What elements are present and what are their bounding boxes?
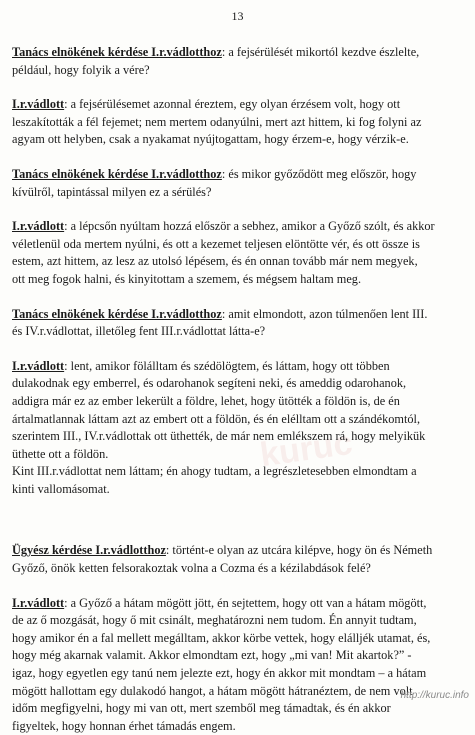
answer-paragraph (12, 218, 475, 288)
answer-paragraph (12, 96, 475, 149)
speaker-label: Ügyész kérdése I.r.vádlotthoz (12, 543, 166, 558)
paragraph-line: agyam ott helyben, csak a nyakamat nyújtogattam, hogy érzem-e, hogy vérzik-e. (12, 132, 409, 147)
paragraph-line: : a Győző a hátam mögött jött, én sejtettem, hogy ott van a hátam mögött, (64, 595, 427, 610)
paragraph-line: de az ő mozgását, hogy ő mit csinált, meghatározni nem tudom. Én annyit tudtam, (12, 613, 417, 628)
background-watermark: kuruc (257, 423, 355, 475)
paragraph-line: például, hogy folyik a vére? (12, 62, 150, 77)
paragraph-line: véletlenül oda mertem nyúlni, és ott a kezemet teljesen elöntötte vér, és ott össze is (12, 236, 420, 251)
question-paragraph (12, 166, 475, 201)
speaker-label: Tanács elnökének kérdése I.r.vádlotthoz (12, 166, 222, 181)
section-gap (12, 498, 475, 542)
speaker-label: Tanács elnökének kérdése I.r.vádlotthoz (12, 45, 222, 59)
paragraph-line: : és mikor győződött meg először, hogy (221, 166, 417, 181)
paragraph-line: kívülről, tapintással milyen ez a sérülés? (12, 184, 212, 199)
paragraph-line: : történt-e olyan az utcára kilépve, hogy ön és Németh (165, 543, 433, 558)
paragraph-line: : a fejsérülésemet azonnal éreztem, egy olyan érzésem volt, hogy ott (64, 97, 401, 112)
paragraph-line: mögött hallottam egy dulakodó hangot, a hátam mögött hátranéztem, de nem volt (12, 683, 413, 698)
paragraph-line: estem, azt hittem, az lesz az utolsó lépésem, és én onnan tovább már nem megyek, (12, 254, 418, 269)
speaker-label: I.r.vádlott (12, 595, 65, 610)
paragraph-line: Győző, önök ketten felsorakoztak volna a Cozma és a kézilabdások felé? (12, 561, 371, 576)
paragraph-line: üthette ott a földön. (12, 446, 109, 461)
paragraph-line: : a lépcsőn nyúltam hozzá először a sebhez, amikor a Győző szólt, és akkor (64, 219, 435, 234)
question-paragraph (12, 306, 475, 341)
paragraph-line: szerintem III., IV.r.vádlottak ott üthették, de már nem emlékszem rá, hogy melyikük (12, 429, 426, 444)
paragraph-line: hogy még akarnak valamit. Akkor elmondtam ezt, hogy „mi van! Mit akartok?” - (12, 648, 412, 663)
paragraph-line: és IV.r.vádlottat, illetőleg fent III.r.vádlottat látta-e? (12, 324, 266, 339)
paragraph-line: hogy amikor én a fal mellett megálltam, akkor körbe vettek, hogy elálljék utamat, és, (12, 630, 431, 645)
speaker-label: I.r.vádlott (12, 219, 65, 234)
paragraph-line: leszakították a fél fejemet; nem mertem odanyúlni, mert azt hittem, ki fog folyni az (12, 114, 422, 129)
speaker-label: I.r.vádlott (12, 97, 65, 112)
paragraph-line: : amit elmondott, azon túlmenően lent III. (221, 306, 428, 321)
speaker-label: Tanács elnökének kérdése I.r.vádlotthoz (12, 306, 222, 321)
paragraph-line: ott meg fogok halni, és kinyitottam a szemem, és mégsem haltam meg. (12, 271, 362, 286)
paragraph-line: addigra már ez az ember lekerült a földre, lehet, hogy ütötték a földön is, de én (12, 393, 400, 408)
watermark-url: http://kuruc.info (400, 690, 469, 701)
paragraph-line: dulakodnak egy emberrel, és odarohanok segíteni neki, és ameddig odarohanok, (12, 376, 407, 391)
paragraph-line: figyeltek, hogy honnan érhet támadás engem. (12, 718, 236, 733)
paragraph-line: igaz, hogy egyetlen egy tanú nem jelezte ezt, hogy én akkor mit mondtam – a hátam (12, 666, 427, 681)
paragraph-line: időm megfigyelni, hogy mi van ott, mert szemből meg támadtak, és én akkor (12, 701, 391, 716)
document-body (12, 44, 475, 735)
paragraph-line: : a fejsérülését mikortól kezdve észlelte, (221, 45, 420, 59)
speaker-label: I.r.vádlott (12, 358, 65, 373)
question-paragraph (12, 542, 475, 577)
page-number: 13 (231, 9, 244, 23)
paragraph-line: kinti vallomásomat. (12, 481, 110, 496)
paragraph-line: Kint III.r.vádlottat nem láttam; én ahogy tudtam, a legrészletesebben elmondtam a (12, 464, 417, 479)
paragraph-line: : lent, amikor fölálltam és szédölögtem, és láttam, hogy ott többen (64, 358, 390, 373)
answer-paragraph (12, 595, 475, 735)
question-paragraph (12, 44, 475, 79)
paragraph-line: ártalmatlannak láttam azt az embert ott a földön, és én elélltam ott a szándékomtól, (12, 411, 421, 426)
answer-paragraph (12, 358, 475, 499)
